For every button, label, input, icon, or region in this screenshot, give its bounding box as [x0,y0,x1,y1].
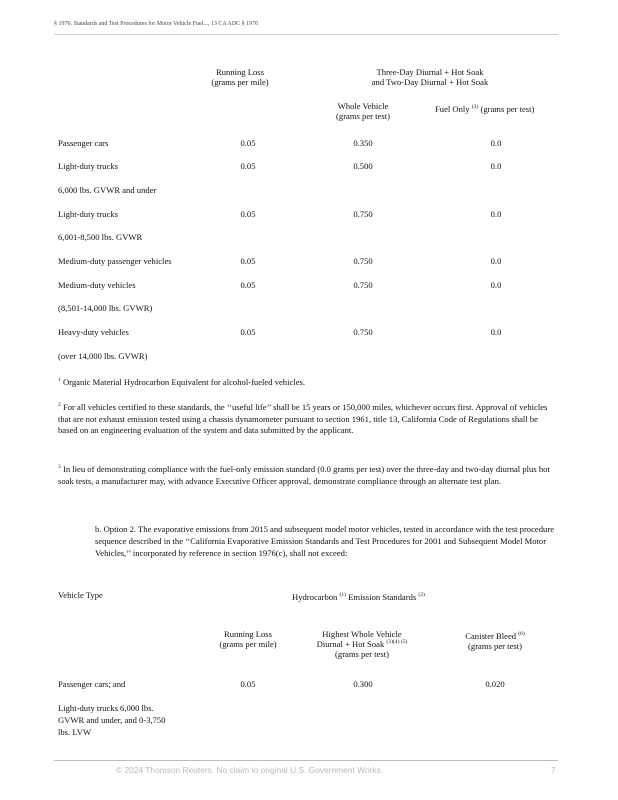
t1-row-running: 0.05 [240,280,256,290]
t2-col-highest-line1: Highest Whole Vehicle [322,629,402,639]
t1-row-whole: 0.750 [353,209,373,219]
t1-col-whole-vehicle [322,101,404,121]
t1-row-running: 0.05 [240,209,256,219]
footnote-marker: 1 [58,377,61,384]
t2-col-canister-bleed [445,631,545,651]
t2-col-highest-whole [292,629,432,659]
t2-col-highest-unit: (grams per test) [335,649,389,659]
t2-col-highest-sup: (3)(4) (5) [386,639,408,646]
footer-divider [54,760,558,761]
t1-row-whole: 0.350 [353,138,373,148]
t1-row-running: 0.05 [240,161,256,171]
t2-col-highest-line2 [292,639,432,649]
t1-col-group-line2: and Two-Day Diurnal + Hot Soak [371,77,489,87]
t1-col-whole-title: Whole Vehicle [337,101,389,111]
footnote-2 [58,402,558,437]
t2-col-canister-line1 [445,631,545,641]
t2-col-running-loss [198,629,298,649]
t1-row-fuel: 0.0 [490,256,502,266]
page-number: 7 [551,765,556,775]
t1-col-group-line1: Three-Day Diurnal + Hot Soak [376,67,484,77]
t1-row-fuel: 0.0 [490,280,502,290]
t1-col-running-unit: (grams per mile) [211,77,269,87]
t1-row-label: (8,501-14,000 lbs. GVWR) [58,303,153,313]
t1-col-running-loss [190,67,290,87]
t1-row-label: Medium-duty vehicles [58,280,136,290]
t1-row-label: 6,000 lbs. GVWR and under [58,185,157,195]
t1-col-fuel-only [435,104,534,114]
t1-row-fuel: 0.0 [490,161,502,171]
t2-row2-label [58,702,166,738]
t1-row-running: 0.05 [240,138,256,148]
footnote-3 [58,464,558,487]
t2-col-running-title: Running Loss [224,629,272,639]
t2-row-running: 0.05 [240,679,256,689]
running-header: § 1976. Standards and Test Procedures for Motor Vehicle Fuel..., 13 CA ADC § 1976 [54,21,259,27]
t1-row-label: Heavy-duty vehicles [58,327,129,337]
footnote-marker: 3 [58,464,61,471]
t2-col-highest-line2-text: Diurnal + Hot Soak [316,639,385,649]
footnote-text: For all vehicles certified to these standards, the ‘‘useful life’’ shall be 15 years or 150,000 miles, whichever occurs first. Approval of vehicles that are not exhaust emission tested using a chassis dynamometer pursuant to section 1961, title 13, California Code of Regulations shall be based on an engineering evaluation of the system and data submitted by the applicant. [58,402,548,436]
t2-row-label: Passenger cars; and [58,679,126,689]
t2-row2-line: GVWR and under, and 0-3,750 [58,715,166,725]
t1-row-whole: 0.500 [353,161,373,171]
t1-col-fuel-unit: (grams per test) [480,104,535,114]
t1-row-fuel: 0.0 [490,138,502,148]
t2-title-emission-standards: Emission Standards [348,592,417,602]
t1-row-label: Light-duty trucks [58,161,118,171]
t2-col-running-unit: (grams per mile) [219,639,277,649]
t2-col-canister-sup: (6) [518,631,525,638]
footnote-text: Organic Material Hydrocarbon Equivalent for alcohol-fueled vehicles. [62,377,305,387]
footnote-text: In lieu of demonstrating compliance with the fuel-only emission standard (0.0 grams per test) over the three-day and two-day diurnal plus hot soak tests, a manufacturer may, with advance Executive Officer approval, demonstrate compliance through an alternate test plan. [58,464,550,486]
t1-row-label: Medium-duty passenger vehicles [58,256,172,266]
t1-row-running: 0.05 [240,256,256,266]
t1-row-fuel: 0.0 [490,327,502,337]
t2-title-sup2: (2) [418,592,425,599]
t2-row-canister: 0.020 [485,679,505,689]
t1-col-running-title: Running Loss [216,67,264,77]
t1-row-whole: 0.750 [353,280,373,290]
option-2-paragraph: b. Option 2. The evaporative emissions from 2015 and subsequent model motor vehicles, tested in accordance with the test procedure sequence described in the ‘‘California Evaporative Emission Standards and Test Procedures for 2001 and Subsequent Model Motor Vehicles,’’ incorporated by reference in section 1976(c), shall not exceed: [95,524,555,558]
t2-col-canister-unit: (grams per test) [468,641,522,651]
t1-col-fuel-sup: (3) [471,104,479,111]
t1-col-whole-unit: (grams per test) [336,111,390,121]
t2-title-hydrocarbon: Hydrocarbon [292,592,338,602]
t1-row-label: Passenger cars [58,138,109,148]
t2-row2-line: lbs. LVW [58,727,92,737]
t2-row-highest: 0.300 [353,679,373,689]
t1-row-running: 0.05 [240,327,256,337]
footer-copyright: © 2024 Thomson Reuters. No claim to original U.S. Government Works. [116,765,383,775]
t1-col-fuel-title: Fuel Only [435,104,470,114]
t1-row-label: (over 14,000 lbs. GVWR) [58,351,148,361]
t1-row-label: Light-duty trucks [58,209,118,219]
footnote-1 [58,376,558,388]
t1-row-label: 6,001-8,500 lbs. GVWR [58,232,143,242]
t1-row-whole: 0.750 [353,256,373,266]
t2-col-canister-title: Canister Bleed [465,631,517,641]
t2-title-sup1: (1) [339,592,347,599]
t1-col-group [330,67,530,87]
footnote-marker: 2 [58,402,61,409]
t1-row-fuel: 0.0 [490,209,502,219]
t2-vehicle-type-header: Vehicle Type [58,590,103,600]
t2-row2-line: Light-duty trucks 6,000 lbs. [58,703,154,713]
t1-row-whole: 0.750 [353,327,373,337]
t2-title [292,592,425,602]
header-divider [54,34,558,35]
